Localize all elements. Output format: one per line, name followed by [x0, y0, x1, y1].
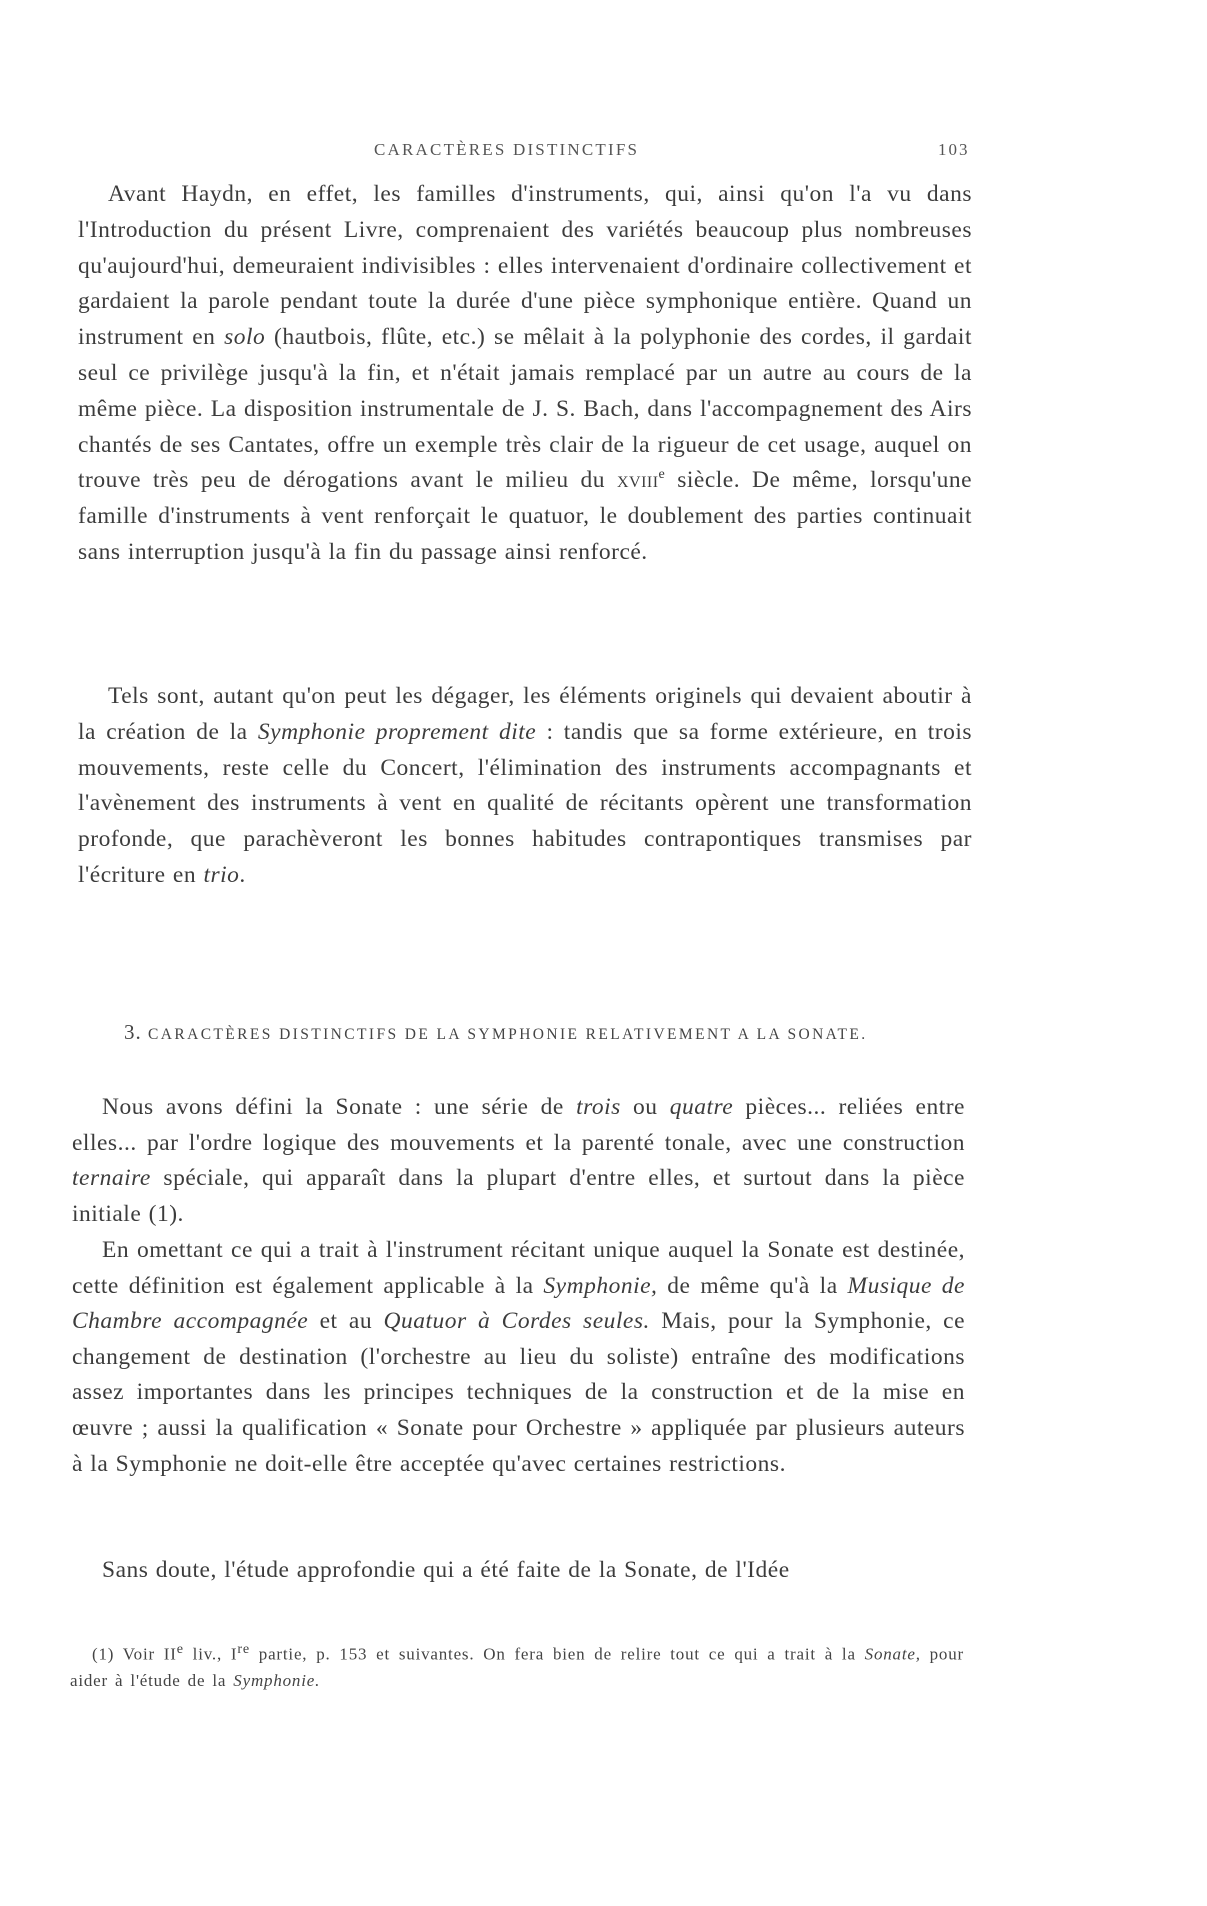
superscript: e [176, 1641, 184, 1657]
text-run: . [239, 861, 246, 888]
section-heading [124, 1020, 868, 1045]
text-run: Avant Haydn, en effet, les familles d'instruments, qui, ainsi qu'on l'a vu dans l'Introduction du présent Livre, comprenaient des variétés beaucoup plus nombreuses qu'aujourd'hui, demeuraient indivisibles : elles intervenaient d'ordinaire collectivement et gardaient la parole pendant toute la durée d'une pièce symphonique entière. Quand un instrument en [78, 181, 972, 351]
paragraph-sans-doute [72, 1553, 965, 1589]
italic-term: Symphonie. [233, 1670, 321, 1690]
paragraph-sonata-definition [72, 1090, 965, 1232]
paragraph-haydn [78, 177, 972, 571]
superscript: re [237, 1641, 250, 1657]
italic-term: Quatuor à Cordes seules. [383, 1308, 650, 1335]
text-run: Sans doute, l'étude approfondie qui a été faite de la Sonate, de l'Idée [102, 1557, 790, 1583]
italic-term: Musique de Chambre accompagnée [72, 1272, 965, 1335]
text-run: liv., I [183, 1644, 238, 1664]
text-run: ou [620, 1094, 670, 1120]
text-run: partie, p. 153 et suivantes. On fera bien de relire tout ce qui a trait à la [249, 1644, 865, 1664]
italic-term: Symphonie proprement dite [257, 718, 537, 745]
text-run: de même qu'à la [657, 1272, 848, 1299]
text-run: siècle. De même, lorsqu'une famille d'instruments à vent renforçait le quatuor, le doublement des parties continuait sans interruption jusqu'à la fin du passage ainsi renforcé. [78, 467, 972, 565]
section-title: CARACTÈRES DISTINCTIFS DE LA SYMPHONIE RELATIVEMENT A LA SONATE. [148, 1026, 868, 1043]
italic-term: solo [224, 324, 266, 351]
running-title: CARACTÈRES DISTINCTIFS [374, 140, 640, 159]
text-run: : tandis que sa forme extérieure, en trois mouvements, reste celle du Concert, l'élimination des instruments accompagnants et l'avènement des instruments à vent en qualité de récitants opèrent une transformation profonde, que parachèveront les bonnes habitudes contrapontiques transmises par l'écriture en [78, 718, 972, 888]
text-run: Nous avons défini la Sonate : une série de [102, 1094, 577, 1120]
paragraph-origins [78, 679, 972, 894]
text-run: En omettant ce qui a trait à l'instrument récitant unique auquel la Sonate est destinée, cette définition est également applicable à la [72, 1237, 965, 1299]
text-run: spéciale, qui apparaît dans la plupart d'entre elles, et surtout dans la pièce initiale (1). [72, 1165, 965, 1227]
superscript: e [658, 466, 666, 483]
footnote [70, 1636, 964, 1694]
text-run: Mais, pour la Symphonie, ce changement de destination (l'orchestre au lieu du soliste) entraîne des modifications assez importantes dans les principes techniques de la construction et de la mise en œuvre ; aussi la qualification « Sonate pour Orchestre » appliquée par plusieurs auteurs à la Symphonie ne doit-elle être acceptée qu'avec certaines restrictions. [72, 1308, 965, 1477]
text-run: (hautbois, flûte, etc.) se mêlait à la polyphonie des cordes, il gardait seul ce privilège jusqu'à la fin, et n'était jamais remplacé par un autre au cours de la même pièce. La disposition instrumentale de J. S. Bach, dans l'accompagnement des Airs chantés de ses Cantates, offre un exemple très clair de la rigueur de cet usage, auquel on trouve très peu de dérogations avant le milieu du [78, 324, 972, 494]
text-run: Tels sont, autant qu'on peut les dégager, les éléments originels qui devaient aboutir à la création de la [78, 683, 972, 745]
italic-term: ternaire [72, 1165, 151, 1192]
italic-term: Symphonie, [543, 1272, 658, 1299]
century-numeral: xviii [616, 467, 659, 494]
italic-term: Sonate, [864, 1644, 921, 1664]
italic-term: trio [203, 861, 240, 888]
section-number: 3. [124, 1020, 142, 1044]
text-run: pour aider à l'étude de la [70, 1644, 964, 1690]
paragraph-definition-applicable [72, 1233, 965, 1482]
text-run: pièces... reliées entre elles... par l'ordre logique des mouvements et la parenté tonale, avec une construction [72, 1094, 965, 1156]
text-run: (1) Voir II [92, 1644, 177, 1664]
italic-term: trois [576, 1094, 621, 1120]
italic-term: quatre [669, 1094, 734, 1120]
page-number: 103 [938, 140, 970, 159]
text-run: et au [308, 1308, 384, 1335]
